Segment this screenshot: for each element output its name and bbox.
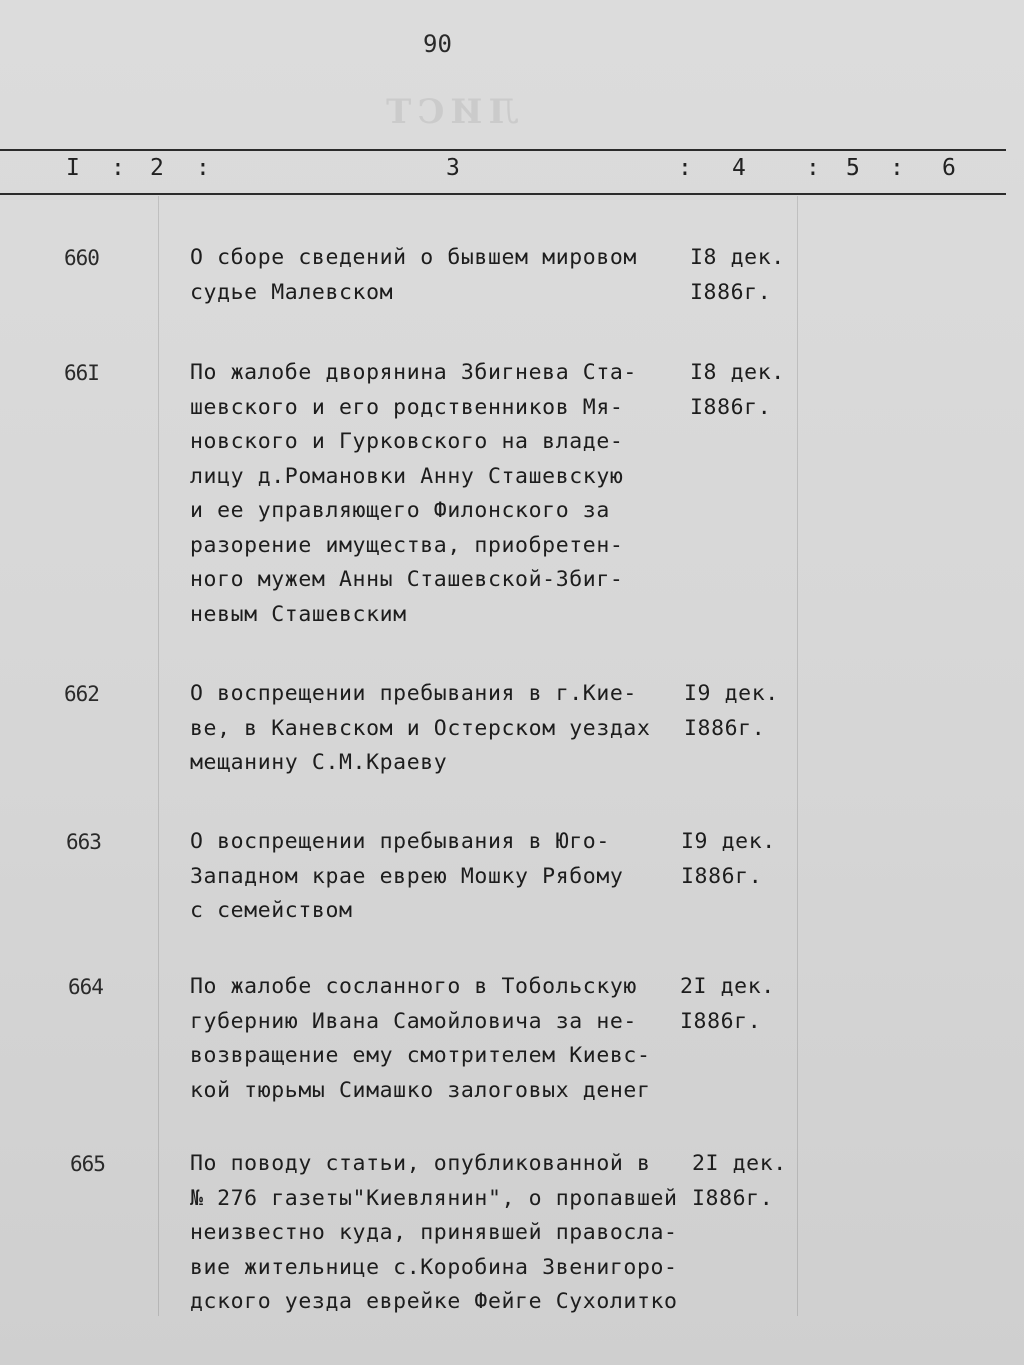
entry-number: 660	[64, 246, 99, 270]
description-line: О сборе сведений о бывшем мировом	[190, 245, 637, 270]
column-divider-right	[797, 196, 798, 1316]
date-day: I9 дек.	[681, 829, 776, 854]
bleed-through-title: ЛИСТ	[380, 92, 519, 132]
description-line: По жалобе дворянина Збигнева Ста-	[190, 360, 637, 385]
column-header-3: 3	[446, 155, 460, 181]
entry-number: 665	[70, 1152, 105, 1176]
description-line: неизвестно куда, принявшей правосла-	[190, 1220, 678, 1245]
date-day: 2I дек.	[680, 974, 775, 999]
description-line: кой тюрьмы Симашко залоговых денег	[190, 1077, 651, 1103]
entry-number: 663	[66, 830, 101, 854]
description-line: вие жительницe с.Коробина Звенигоро-	[190, 1254, 678, 1280]
description-line: № 276 газеты"Киевлянин", о пропавшей	[190, 1185, 678, 1211]
column-separator: :	[890, 155, 904, 181]
entry-date	[681, 825, 776, 894]
column-header-2: 2	[150, 155, 164, 181]
entry-number: 66I	[64, 361, 99, 385]
description-line: с семейством	[190, 898, 353, 923]
column-divider-left	[158, 196, 159, 1316]
date-year: I886г.	[690, 279, 772, 305]
entry-date	[690, 241, 785, 310]
entry-date	[692, 1147, 787, 1216]
column-header-6: 6	[942, 155, 956, 181]
date-day: 2I дек.	[692, 1151, 787, 1176]
description-line: ного мужем Анны Сташевской-Збиг-	[190, 567, 624, 592]
entry-description	[190, 825, 670, 929]
description-line: невым Сташевским	[190, 601, 407, 627]
entry-number: 662	[64, 682, 99, 706]
entry-description	[190, 677, 670, 781]
description-line: губернию Ивана Самойловича за не-	[190, 1008, 637, 1034]
description-line: возвращение ему смотрителем Киевс-	[190, 1043, 651, 1068]
date-day: I9 дек.	[684, 681, 779, 706]
date-year: I886г.	[692, 1185, 774, 1211]
date-year: I886г.	[690, 394, 772, 420]
date-day: I8 дек.	[690, 360, 785, 385]
date-day: I8 дек.	[690, 245, 785, 270]
column-separator: :	[806, 155, 820, 181]
description-line: О воспрещении пребывания в Юго-	[190, 829, 610, 854]
date-year: I886г.	[681, 863, 763, 889]
description-line: судье Малевском	[190, 279, 394, 305]
description-line: О воспрещении пребывания в г.Кие-	[190, 681, 637, 706]
entry-date	[680, 970, 775, 1039]
entry-number: 664	[68, 975, 103, 999]
date-year: I886г.	[680, 1008, 762, 1034]
column-header-1: I	[66, 155, 80, 181]
date-year: I886г.	[684, 715, 766, 741]
column-header-4: 4	[732, 155, 746, 181]
column-header-5: 5	[846, 155, 860, 181]
description-line: Западном крае еврею Мошку Рябому	[190, 863, 624, 889]
header-rule-bottom	[0, 193, 1006, 195]
header-rule-top	[0, 149, 1006, 151]
description-line: разорение имущества, приобретен-	[190, 532, 624, 558]
description-line: шевского и его родственников Мя-	[190, 394, 624, 420]
column-separator: :	[111, 155, 125, 181]
description-line: По жалобе сосланного в Тобольскую	[190, 974, 637, 999]
column-separator: :	[196, 155, 210, 181]
page-number: 90	[423, 30, 452, 58]
description-line: и ее управляющего Филонского за	[190, 498, 610, 523]
description-line: лицу д.Романовки Анну Сташевскую	[190, 463, 624, 489]
description-line: По поводу статьи, опубликованной в	[190, 1151, 651, 1176]
description-line: новского и Гурковского на владе-	[190, 429, 624, 454]
entry-description	[190, 970, 670, 1108]
description-line: дского уезда еврейке Фейге Сухолитко	[190, 1289, 678, 1314]
entry-description	[190, 1147, 678, 1320]
entry-date	[684, 677, 779, 746]
description-line: ве, в Каневском и Остерском уездах	[190, 715, 651, 741]
column-separator: :	[678, 155, 692, 181]
entry-date	[690, 356, 785, 425]
entry-description	[190, 241, 670, 310]
entry-description	[190, 356, 670, 632]
description-line: мещанину С.М.Краеву	[190, 750, 448, 775]
